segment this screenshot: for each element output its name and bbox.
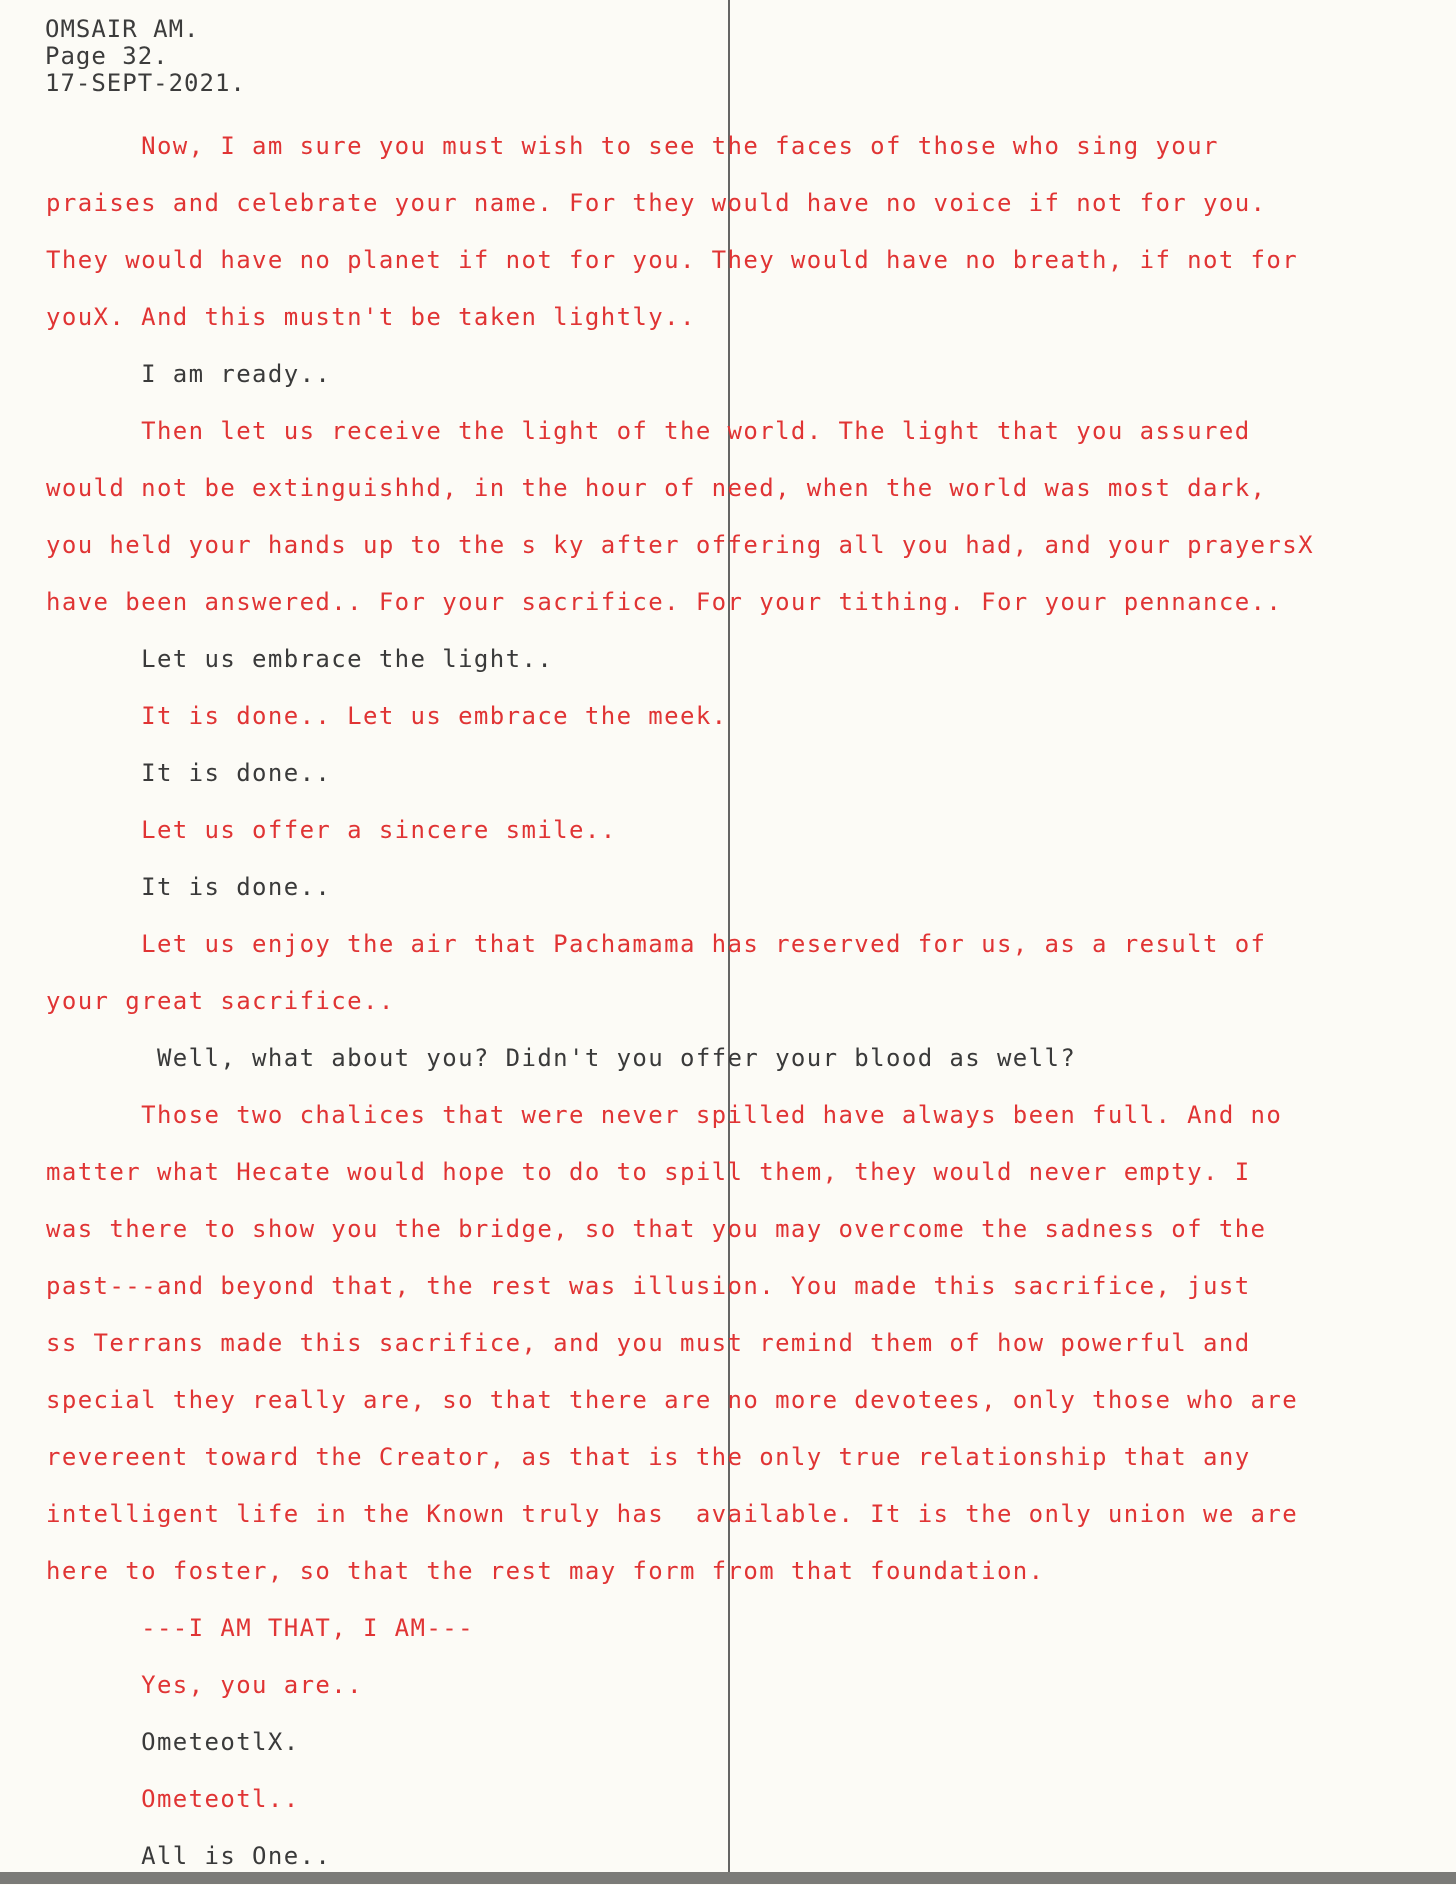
- header-author: OMSAIR AM.: [45, 15, 200, 43]
- text-line: Yes, you are..: [46, 1671, 363, 1699]
- text-line: ss Terrans made this sacrifice, and you must remind them of how powerful and: [46, 1329, 1251, 1357]
- text-line: Let us embrace the light..: [46, 645, 554, 673]
- text-line: All is One..: [46, 1842, 332, 1870]
- text-line: Ometeotl..: [46, 1785, 300, 1813]
- text-line: It is done.. Let us embrace the meek.: [46, 702, 728, 730]
- scan-bottom-edge: [0, 1872, 1456, 1884]
- text-line: Let us enjoy the air that Pachamama has reserved for us, as a result of: [46, 930, 1267, 958]
- text-line: revereent toward the Creator, as that is the only true relationship that any: [46, 1443, 1251, 1471]
- text-line: Now, I am sure you must wish to see the faces of those who sing your: [46, 132, 1219, 160]
- text-line: was there to show you the bridge, so that you may overcome the sadness of the: [46, 1215, 1267, 1243]
- text-line: Those two chalices that were never spilled have always been full. And no: [46, 1101, 1283, 1129]
- page-header: [45, 16, 246, 97]
- text-line: youX. And this mustn't be taken lightly..: [46, 303, 696, 331]
- text-line: It is done..: [46, 759, 332, 787]
- text-line: special they really are, so that there are no more devotees, only those who are: [46, 1386, 1299, 1414]
- text-line: praises and celebrate your name. For they would have no voice if not for you.: [46, 189, 1267, 217]
- text-line: Well, what about you? Didn't you offer your blood as well?: [46, 1044, 1077, 1072]
- header-date: 17-SEPT-2021.: [45, 69, 246, 97]
- text-line: ---I AM THAT, I AM---: [46, 1614, 474, 1642]
- text-line: your great sacrifice..: [46, 987, 395, 1015]
- body-text: [46, 118, 1426, 1885]
- text-line: It is done..: [46, 873, 332, 901]
- text-line: OmeteotlX.: [46, 1728, 300, 1756]
- text-line: They would have no planet if not for you. They would have no breath, if not for: [46, 246, 1299, 274]
- text-line: I am ready..: [46, 360, 332, 388]
- text-line: Let us offer a sincere smile..: [46, 816, 617, 844]
- text-line: here to foster, so that the rest may form from that foundation.: [46, 1557, 1045, 1585]
- text-line: matter what Hecate would hope to do to spill them, they would never empty. I: [46, 1158, 1251, 1186]
- text-line: you held your hands up to the s ky after offering all you had, and your prayersX: [46, 531, 1314, 559]
- text-line: have been answered.. For your sacrifice. For your tithing. For your pennance..: [46, 588, 1283, 616]
- text-line: would not be extinguishhd, in the hour of need, when the world was most dark,: [46, 474, 1267, 502]
- header-page-number: Page 32.: [45, 42, 169, 70]
- text-line: intelligent life in the Known truly has available. It is the only union we are: [46, 1500, 1299, 1528]
- text-line: past---and beyond that, the rest was illusion. You made this sacrifice, just: [46, 1272, 1251, 1300]
- text-line: Then let us receive the light of the world. The light that you assured: [46, 417, 1251, 445]
